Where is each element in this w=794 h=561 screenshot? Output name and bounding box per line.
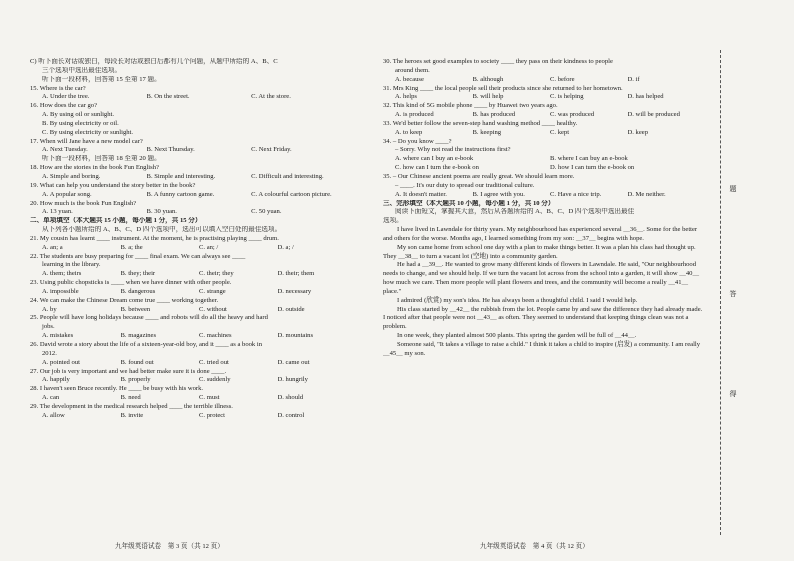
option: B. magazines bbox=[120, 332, 157, 340]
option: A. to keep bbox=[395, 128, 423, 136]
binding-label-1: 题 bbox=[729, 185, 737, 192]
cloze-paragraph-1: I have lived in Lawndale for thirty years. My neighbourhood has experienced several ＿36＿. Some for the better and others for the worse. Months ago, I learned something from my son: ＿37＿ begins with hope. bbox=[383, 226, 698, 242]
options-26 bbox=[30, 359, 356, 368]
options-25 bbox=[30, 332, 356, 341]
question-31: 31. Mrs King ____ the local people sell their products since she returned to her hometown. bbox=[383, 84, 623, 92]
option: A. because bbox=[395, 75, 424, 83]
option: D. should bbox=[277, 394, 304, 402]
options-32 bbox=[383, 111, 705, 120]
option: D. control bbox=[277, 411, 305, 419]
question-21: 21. My cousin has learnt ____ instrument. At the moment, he is practising playing ____ drum. bbox=[30, 234, 279, 242]
option: C. machines bbox=[199, 332, 232, 340]
option: C. By using electricity or sunlight. bbox=[42, 128, 134, 136]
question-15: 15. Where is the car? bbox=[30, 84, 86, 92]
option: B. Simple and interesting. bbox=[146, 172, 216, 180]
question-19: 19. What can help you understand the story better in the book? bbox=[30, 181, 196, 189]
section-c-header-4: 听下面一段材料，回答第 18 至第 20 题。 bbox=[42, 155, 161, 163]
option: C. suddenly bbox=[199, 376, 231, 384]
section-c-header-3: 听下面一段材料，回答第 15 至第 17 题。 bbox=[42, 75, 161, 83]
options-22 bbox=[30, 270, 356, 279]
question-22: 22. The students are busy preparing for ____ final exam. We can always see ____ bbox=[30, 252, 246, 260]
option: B. need bbox=[120, 394, 141, 402]
option: B. although bbox=[472, 75, 504, 83]
binding-label-3: 得 bbox=[729, 390, 737, 397]
question-35: 35. – Our Chinese ancient poems are really great. We should learn more. bbox=[383, 172, 575, 180]
question-34-cont: – Sorry. Why not read the instructions first? bbox=[395, 146, 511, 154]
option: D. has helped bbox=[627, 93, 664, 101]
section-2-title: 二、单项填空（本大题共 15 小题，每小题 1 分，共 15 分） bbox=[30, 217, 202, 225]
option: B. a; the bbox=[120, 243, 143, 251]
option: A. impossible bbox=[42, 287, 79, 295]
option: B. By using electricity or oil. bbox=[42, 119, 119, 127]
option: C. without bbox=[199, 305, 227, 313]
option: D. outside bbox=[277, 305, 305, 313]
option: B. I agree with you. bbox=[472, 190, 525, 198]
option: B. Next Thursday. bbox=[146, 146, 195, 154]
options-34b bbox=[383, 164, 705, 173]
option: C. was produced bbox=[550, 111, 595, 119]
option: A. is produced bbox=[395, 111, 434, 119]
option: D. hungrily bbox=[277, 376, 308, 384]
option: B. 30 yuan. bbox=[146, 208, 177, 216]
question-18: 18. How are the stories in the book Fun English? bbox=[30, 164, 159, 172]
option: A. A popular song. bbox=[42, 190, 92, 198]
option: D. how I can turn the e-book on bbox=[550, 164, 635, 172]
option: A. Under the tree. bbox=[42, 93, 90, 101]
option: C. kept bbox=[550, 128, 570, 136]
option: B. they; their bbox=[120, 270, 156, 278]
option: C. A colourful cartoon picture. bbox=[251, 190, 332, 198]
options-23 bbox=[30, 288, 356, 297]
option: B. where I can buy an e-book bbox=[550, 155, 628, 163]
options-19 bbox=[30, 191, 356, 200]
options-20 bbox=[30, 208, 356, 217]
options-27 bbox=[30, 376, 356, 385]
option: A. 13 yuan. bbox=[42, 208, 73, 216]
option: C. tried out bbox=[199, 358, 229, 366]
question-26-cont: 2012. bbox=[42, 349, 57, 357]
option: B. keeping bbox=[472, 128, 502, 136]
option: B. A funny cartoon game. bbox=[146, 190, 215, 198]
option: C. is helping bbox=[550, 93, 584, 101]
option: D. necessary bbox=[277, 287, 312, 295]
question-30-cont: around them. bbox=[395, 66, 430, 74]
section-3-instructions-2: 选项。 bbox=[383, 217, 403, 225]
option: C. 50 yuan. bbox=[251, 208, 282, 216]
left-page-footer: 九年级英语试卷 第 3 页（共 12 页） bbox=[115, 543, 224, 550]
option: B. will help bbox=[472, 93, 504, 101]
question-29: 29. The development in the medical research helped ____ the terrible illness. bbox=[30, 402, 233, 410]
option: A. Next Tuesday. bbox=[42, 146, 88, 154]
option: A. By using oil or sunlight. bbox=[42, 111, 114, 119]
option: A. pointed out bbox=[42, 358, 80, 366]
option: A. mistakes bbox=[42, 332, 74, 340]
option: A. them; theirs bbox=[42, 270, 82, 278]
option: C. before bbox=[550, 75, 575, 83]
option: B. dangerous bbox=[120, 287, 156, 295]
option: C. At the store. bbox=[251, 93, 291, 101]
options-24 bbox=[30, 306, 356, 315]
option: A. It doesn't matter. bbox=[395, 190, 447, 198]
question-28: 28. I haven't seen Bruce recently. He ____ be busy with his work. bbox=[30, 385, 204, 393]
option: C. Next Friday. bbox=[251, 146, 292, 154]
option: C. Difficult and interesting. bbox=[251, 172, 324, 180]
question-25: 25. People will have long holidays because ____ and robots will do all the heavy and hard bbox=[30, 314, 268, 322]
options-15 bbox=[30, 93, 356, 102]
right-page-footer: 九年级英语试卷 第 4 页（共 12 页） bbox=[480, 543, 589, 550]
right-column bbox=[383, 58, 705, 359]
left-column bbox=[30, 58, 356, 421]
cloze-paragraph-5: His class started by ＿42＿ the rubbish from the lot. People came by and saw the difference they had already made. I noticed after that people were not ＿43＿ as often. They seemed to understand that keeping things clean was not a problem. bbox=[383, 305, 703, 331]
question-33: 33. We'd better follow the seven-step hand washing method ____ healthy. bbox=[383, 119, 578, 127]
option: B. properly bbox=[120, 376, 151, 384]
option: C. must bbox=[199, 394, 220, 402]
option: A. Simple and boring. bbox=[42, 172, 101, 180]
option: B. between bbox=[120, 305, 151, 313]
cloze-paragraph-3: He had a ＿39＿. He wanted to grow many different kinds of flowers in Lawndale. He said, "Our neighbourhood needs to change, and we should help. If we turn the vacant lot across from the school into a garden, it will show ＿40＿ how much we care. Then more people will plant flowers and trees, and the community will become a really ＿41＿ place." bbox=[383, 261, 700, 295]
section-2-instructions: 从下列各小题所给的 A、B、C、D 四个选项中，选出可以填入空白处的最佳选项。 bbox=[42, 226, 282, 234]
option: C. an; / bbox=[199, 243, 219, 251]
option: A. allow bbox=[42, 411, 65, 419]
section-c-header: C) 听下面长对话或独白，每段长对话或独白后都有几个问题，从题中所给的 A、B、C bbox=[30, 58, 278, 65]
options-35 bbox=[383, 191, 705, 200]
question-30: 30. The heroes set good examples to society ____ they pass on their kindness to people bbox=[383, 58, 613, 65]
option: C. how can I turn the e-book on bbox=[395, 164, 479, 172]
options-21 bbox=[30, 244, 356, 253]
question-24: 24. We can make the Chinese Dream come true ____ working together. bbox=[30, 296, 219, 304]
question-23: 23. Using public chopsticks is ____ when we have dinner with other people. bbox=[30, 279, 232, 287]
option: B. invite bbox=[120, 411, 144, 419]
options-30 bbox=[383, 76, 705, 85]
section-3-instructions: 阅读下面短文，掌握其大意，然后从各题所给的 A、B、C、D 四个选项中选出最佳 bbox=[395, 208, 635, 216]
binding-label-2: 答 bbox=[729, 290, 737, 297]
options-31 bbox=[383, 93, 705, 102]
option: A. can bbox=[42, 394, 60, 402]
options-29 bbox=[30, 412, 356, 421]
option: A. happily bbox=[42, 376, 70, 384]
section-3-title: 三、完形填空（本大题共 10 小题，每小题 1 分，共 10 分） bbox=[383, 199, 555, 207]
option: B. has produced bbox=[472, 111, 516, 119]
option: D. mountains bbox=[277, 332, 314, 340]
option: D. their; them bbox=[277, 270, 315, 278]
options-28 bbox=[30, 394, 356, 403]
option: D. a; / bbox=[277, 243, 294, 251]
option: A. where can I buy an e-book bbox=[395, 155, 474, 163]
options-18 bbox=[30, 173, 356, 182]
option: A. an; a bbox=[42, 243, 63, 251]
question-35-cont: – ____. It's our duty to spread our traditional culture. bbox=[395, 181, 535, 189]
question-25-cont: jobs. bbox=[42, 323, 55, 331]
options-33 bbox=[383, 129, 705, 138]
option: C. strange bbox=[199, 287, 226, 295]
section-c-header-2: 三个选项中选出最佳选项。 bbox=[42, 66, 122, 74]
options-34a bbox=[383, 155, 705, 164]
option: B. found out bbox=[120, 358, 154, 366]
cloze-paragraph-6: In one week, they planted almost 500 plants. This spring the garden will be full of ＿44＿. bbox=[397, 332, 637, 340]
option: D. keep bbox=[627, 128, 649, 136]
option: D. Me neither. bbox=[627, 190, 666, 198]
option: C. Have a nice trip. bbox=[550, 190, 602, 198]
options-17 bbox=[30, 146, 356, 155]
option: C. protect bbox=[199, 411, 226, 419]
cloze-paragraph-2: My son came home from school one day with a plan to make things better. It was a plan his class had thought up. They ＿38＿ to turn a vacant lot (空地) into a community garden. bbox=[383, 243, 696, 260]
question-32: 32. This kind of 5G mobile phone ____ by Huawei two years ago. bbox=[383, 102, 558, 110]
option: A. by bbox=[42, 305, 57, 313]
option: D. will be produced bbox=[627, 111, 680, 119]
option: A. helps bbox=[395, 93, 417, 101]
option: D. came out bbox=[277, 358, 310, 366]
cloze-paragraph-7: Someone said, "It takes a village to raise a child." I think it takes a child to inspire (启发) a community. I am really ＿45＿ my son. bbox=[383, 341, 701, 357]
option: C. their; they bbox=[199, 270, 234, 278]
question-22-cont: learning in the library. bbox=[42, 261, 101, 269]
question-27: 27. Our job is very important and we had better make sure it is done ____. bbox=[30, 367, 227, 375]
option: B. On the street. bbox=[146, 93, 190, 101]
cloze-paragraph-4: I admired (欣赏) my son's idea. He has always been a thoughtful child. I said I would help. bbox=[397, 296, 638, 304]
question-17: 17. When will Jane have a new model car? bbox=[30, 137, 143, 145]
question-26: 26. David wrote a story about the life of a sixteen-year-old boy, and it ____ as a book in bbox=[30, 341, 262, 348]
option: D. if bbox=[627, 75, 640, 83]
binding-line bbox=[720, 50, 721, 535]
question-16: 16. How does the car go? bbox=[30, 102, 98, 110]
question-20: 20. How much is the book Fun English? bbox=[30, 199, 137, 207]
question-34: 34. – Do you know ____? bbox=[383, 137, 452, 145]
